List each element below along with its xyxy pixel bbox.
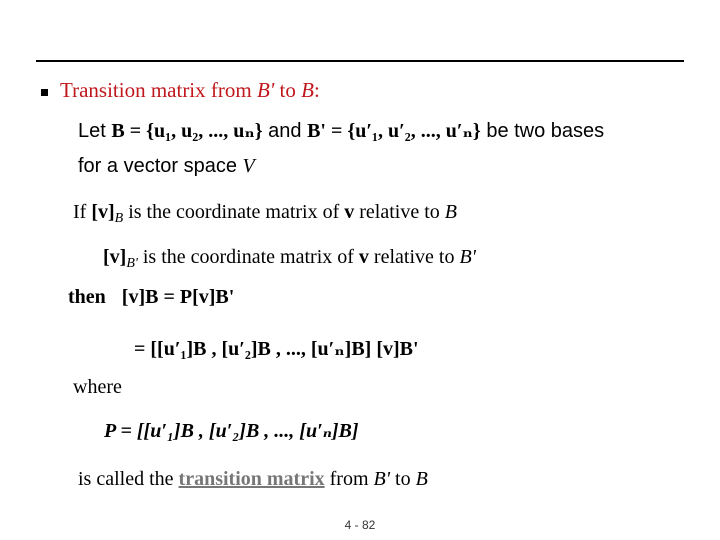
vb-rest-2: relative to (368, 246, 460, 268)
p-definition-text: P = [[u′₁]B , [u′₂]B , ..., [u′ₙ]B] (104, 420, 359, 442)
coord-v-b: [v] (91, 201, 115, 223)
vb-v: v (358, 246, 369, 268)
if-statement (73, 201, 457, 227)
coord-v-b-sub: B (114, 211, 124, 226)
if-v: v (344, 201, 355, 223)
title-prefix: Transition matrix from (60, 78, 257, 102)
called-prefix: is called the (78, 468, 179, 490)
vbprime-statement (103, 246, 476, 272)
if-rest-1: is the coordinate matrix of (123, 201, 345, 223)
vb-rest-1: is the coordinate matrix of (137, 246, 359, 268)
be-two-bases: be two bases (480, 120, 605, 142)
slide-title (60, 78, 320, 103)
if-b: B (444, 201, 458, 223)
for-vector-space-text: for a vector space (78, 155, 243, 177)
called-from: from (324, 468, 374, 490)
transition-matrix-term: transition matrix (178, 468, 325, 490)
coord-v-bprime-sub: B' (126, 256, 138, 271)
basis-b-set: B = {u₁, u₂, ..., uₙ} (111, 120, 263, 142)
then-word: then (68, 286, 106, 308)
page-number: 4 - 82 (344, 518, 376, 532)
vb-bprime: B' (459, 246, 476, 268)
matrix-expansion-text: = [[u′₁]B , [u′₂]B , ..., [u′ₙ]B] [v]B' (134, 338, 419, 360)
if-rest-2: relative to (354, 201, 445, 223)
then-equation (68, 286, 234, 309)
let-statement (78, 118, 604, 143)
where-label: where (73, 376, 122, 398)
title-bprime: B' (256, 78, 275, 102)
called-statement (78, 468, 428, 491)
let-word: Let (78, 120, 112, 142)
if-word: If (73, 201, 92, 223)
and-word: and (262, 120, 308, 142)
p-definition (104, 418, 359, 443)
called-b: B (415, 468, 428, 490)
called-to: to (390, 468, 416, 490)
coord-v-bprime: [v] (103, 246, 127, 268)
square-bullet-icon (41, 89, 48, 96)
called-bprime: B' (373, 468, 391, 490)
title-colon: : (313, 78, 320, 102)
matrix-expansion (134, 336, 419, 361)
title-to: to (274, 78, 302, 102)
vector-space-statement (78, 155, 255, 178)
transition-equation: [v]B = P[v]B' (121, 286, 235, 308)
space-v: V (242, 155, 255, 177)
title-b: B (301, 78, 314, 102)
basis-bprime-set: B' = {u′₁, u′₂, ..., u′ₙ} (307, 120, 481, 142)
header-rule (36, 60, 684, 62)
